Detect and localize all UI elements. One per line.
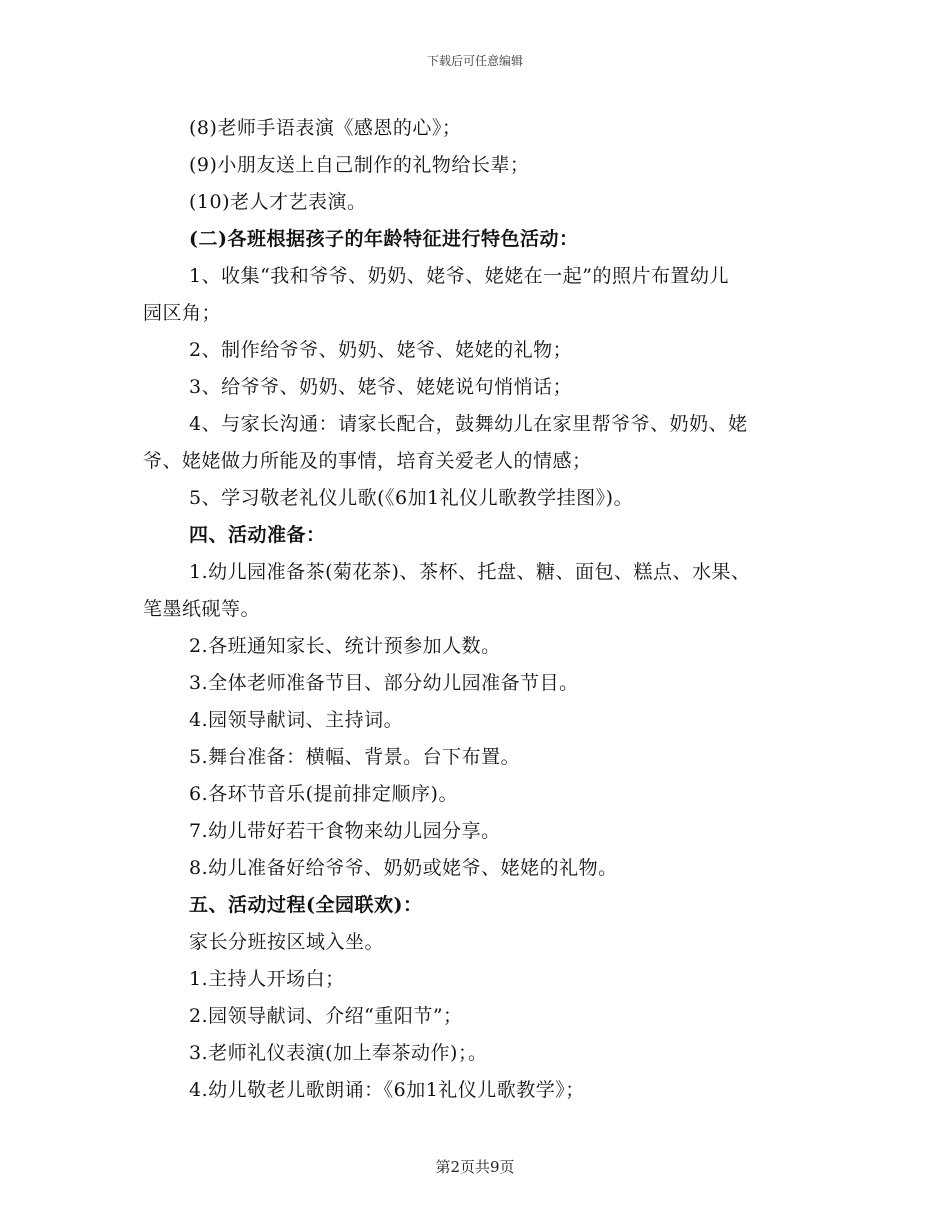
page-footer: 第2页共9页 xyxy=(435,1158,515,1176)
text-line: 1.主持人开场白； xyxy=(189,968,345,990)
text-line: 爷、姥姥做力所能及的事情，培育关爱老人的情感； xyxy=(143,450,592,472)
text-line: 5.舞台准备：横幅、背景。台下布置。 xyxy=(189,746,521,768)
text-line: 4、与家长沟通：请家长配合，鼓舞幼儿在家里帮爷爷、奶奶、姥 xyxy=(189,413,748,435)
text-line: 7.幼儿带好若干食物来幼儿园分享。 xyxy=(189,820,501,842)
text-line: 6.各环节音乐(提前排定顺序)。 xyxy=(189,783,458,805)
text-line: 1.幼儿园准备茶(菊花茶)、茶杯、托盘、糖、面包、糕点、水果、 xyxy=(189,561,751,583)
text-line: 4.幼儿敬老儿歌朗诵：《6加1礼仪儿歌教学》； xyxy=(189,1079,585,1101)
document-body xyxy=(143,110,807,1109)
text-line: 2.园领导献词、介绍“重阳节”； xyxy=(189,1005,463,1027)
text-line: 3、给爷爷、奶奶、姥爷、姥姥说句悄悄话； xyxy=(189,376,573,398)
text-line: (10)老人才艺表演。 xyxy=(189,191,367,213)
section-heading: (二)各班根据孩子的年龄特征进行特色活动： xyxy=(189,228,579,250)
text-line: 家长分班按区域入坐。 xyxy=(189,931,385,953)
text-line: 5、学习敬老礼仪儿歌(《6加1礼仪儿歌教学挂图》)。 xyxy=(189,487,634,509)
text-line: (9)小朋友送上自己制作的礼物给长辈； xyxy=(189,154,530,176)
text-line: 3.全体老师准备节目、部分幼儿园准备节目。 xyxy=(189,672,579,694)
section-heading: 五、活动过程(全园联欢)： xyxy=(189,894,423,916)
text-line: 园区角； xyxy=(143,302,222,324)
text-line: 4.园领导献词、主持词。 xyxy=(189,709,404,731)
text-line: (8)老师手语表演《感恩的心》； xyxy=(189,117,462,139)
text-line: 8.幼儿准备好给爷爷、奶奶或姥爷、姥姥的礼物。 xyxy=(189,857,618,879)
text-line: 笔墨纸砚等。 xyxy=(143,598,261,620)
page-header: 下载后可任意编辑 xyxy=(426,54,523,68)
text-line: 2.各班通知家长、统计预参加人数。 xyxy=(189,635,501,657)
text-line: 1、收集“我和爷爷、奶奶、姥爷、姥姥在一起”的照片布置幼儿 xyxy=(189,265,730,287)
text-line: 3.老师礼仪表演(加上奉茶动作)；。 xyxy=(189,1042,488,1064)
text-line: 2、制作给爷爷、奶奶、姥爷、姥姥的礼物； xyxy=(189,339,573,361)
section-heading: 四、活动准备： xyxy=(189,524,326,546)
